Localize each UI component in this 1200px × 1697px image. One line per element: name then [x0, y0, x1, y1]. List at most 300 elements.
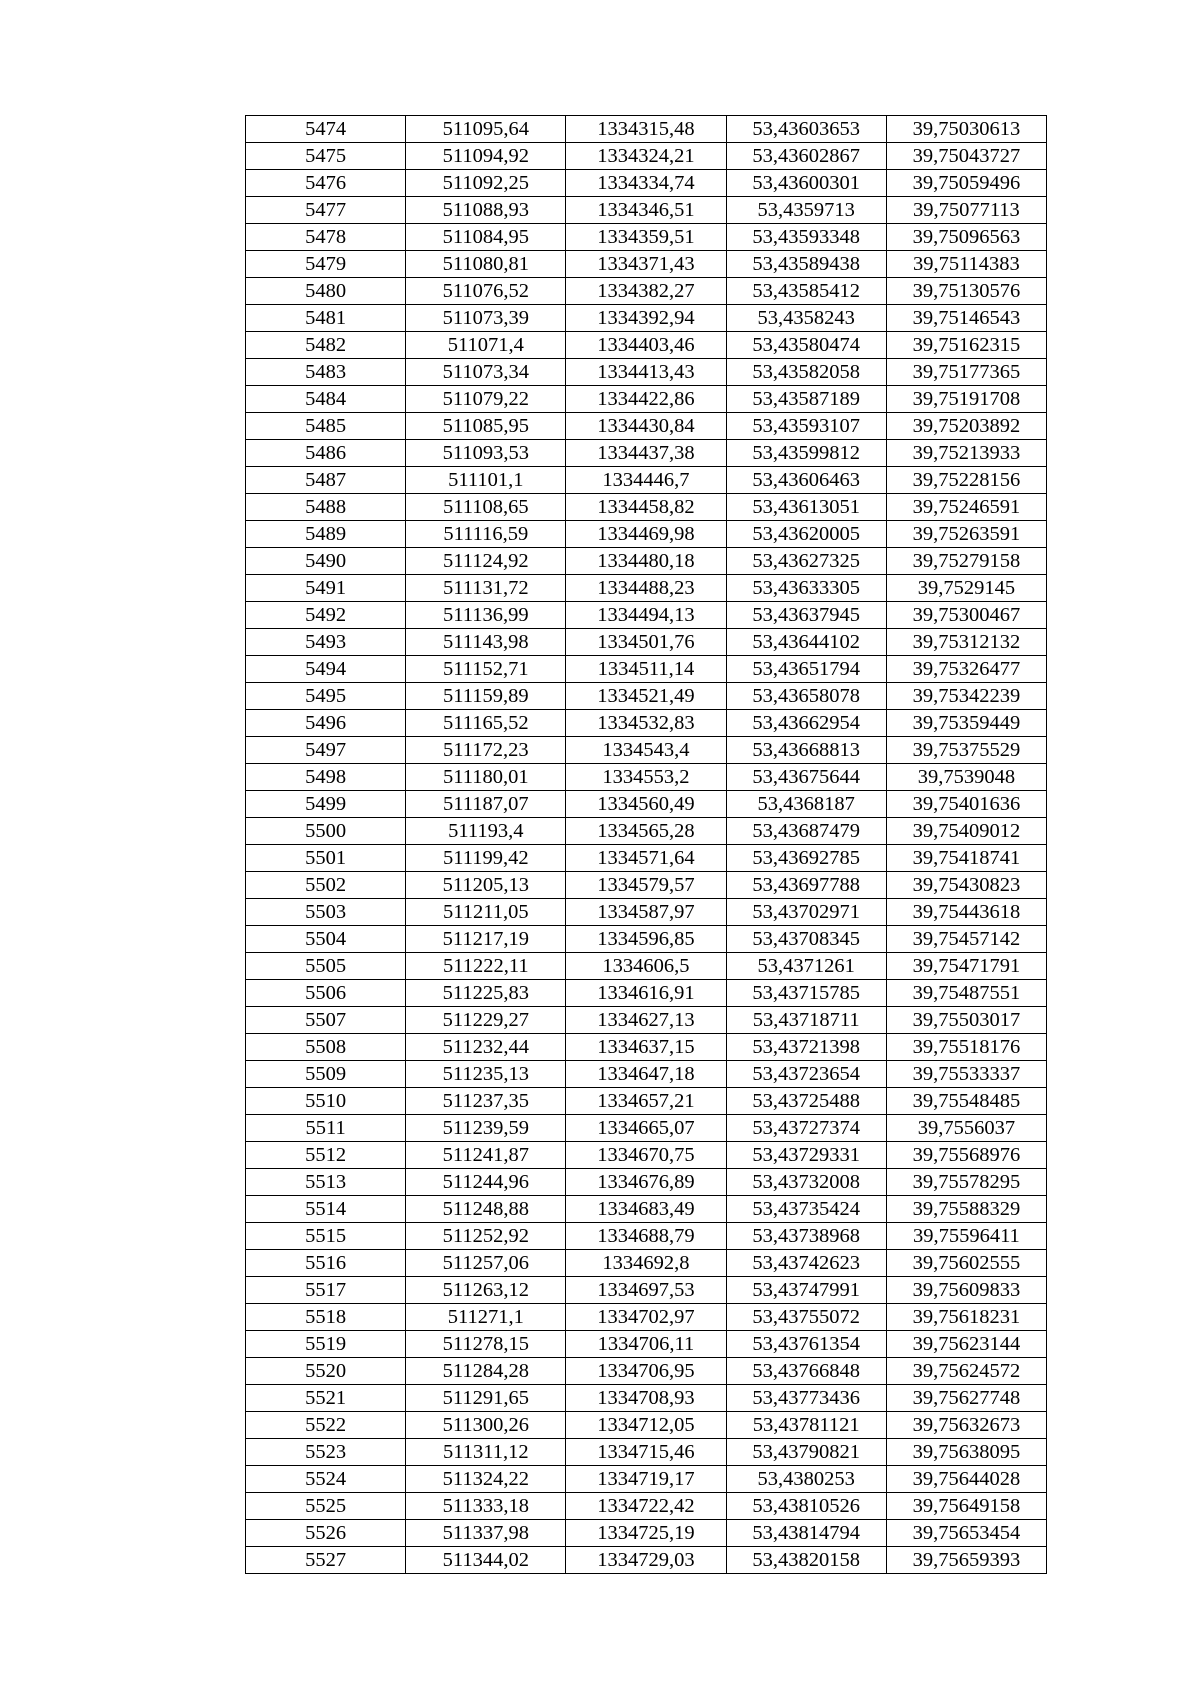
- point-number-cell: 5486: [246, 440, 406, 467]
- table-row: [246, 521, 1047, 548]
- y-coordinate-cell: 1334413,43: [566, 359, 726, 386]
- latitude-cell: 53,43773436: [726, 1385, 886, 1412]
- point-number-cell: 5508: [246, 1034, 406, 1061]
- table-row: [246, 1115, 1047, 1142]
- table-row: [246, 1385, 1047, 1412]
- latitude-cell: 53,43600301: [726, 170, 886, 197]
- latitude-cell: 53,43687479: [726, 818, 886, 845]
- longitude-cell: 39,75609833: [886, 1277, 1046, 1304]
- longitude-cell: 39,75602555: [886, 1250, 1046, 1277]
- point-number-cell: 5480: [246, 278, 406, 305]
- y-coordinate-cell: 1334371,43: [566, 251, 726, 278]
- table-row: [246, 1088, 1047, 1115]
- x-coordinate-cell: 511239,59: [406, 1115, 566, 1142]
- x-coordinate-cell: 511263,12: [406, 1277, 566, 1304]
- point-number-cell: 5512: [246, 1142, 406, 1169]
- y-coordinate-cell: 1334657,21: [566, 1088, 726, 1115]
- table-row: [246, 710, 1047, 737]
- longitude-cell: 39,75114383: [886, 251, 1046, 278]
- longitude-cell: 39,75457142: [886, 926, 1046, 953]
- x-coordinate-cell: 511225,83: [406, 980, 566, 1007]
- table-row: [246, 683, 1047, 710]
- x-coordinate-cell: 511180,01: [406, 764, 566, 791]
- table-row: [246, 1007, 1047, 1034]
- longitude-cell: 39,75146543: [886, 305, 1046, 332]
- table-row: [246, 494, 1047, 521]
- y-coordinate-cell: 1334725,19: [566, 1520, 726, 1547]
- table-row: [246, 953, 1047, 980]
- table-row: [246, 1358, 1047, 1385]
- longitude-cell: 39,75213933: [886, 440, 1046, 467]
- y-coordinate-cell: 1334708,93: [566, 1385, 726, 1412]
- y-coordinate-cell: 1334706,11: [566, 1331, 726, 1358]
- y-coordinate-cell: 1334334,74: [566, 170, 726, 197]
- y-coordinate-cell: 1334324,21: [566, 143, 726, 170]
- point-number-cell: 5498: [246, 764, 406, 791]
- longitude-cell: 39,75312132: [886, 629, 1046, 656]
- table-row: [246, 1142, 1047, 1169]
- x-coordinate-cell: 511237,35: [406, 1088, 566, 1115]
- point-number-cell: 5494: [246, 656, 406, 683]
- y-coordinate-cell: 1334606,5: [566, 953, 726, 980]
- y-coordinate-cell: 1334543,4: [566, 737, 726, 764]
- point-number-cell: 5493: [246, 629, 406, 656]
- latitude-cell: 53,43582058: [726, 359, 886, 386]
- latitude-cell: 53,43668813: [726, 737, 886, 764]
- longitude-cell: 39,75263591: [886, 521, 1046, 548]
- x-coordinate-cell: 511084,95: [406, 224, 566, 251]
- point-number-cell: 5475: [246, 143, 406, 170]
- x-coordinate-cell: 511172,23: [406, 737, 566, 764]
- latitude-cell: 53,43735424: [726, 1196, 886, 1223]
- y-coordinate-cell: 1334627,13: [566, 1007, 726, 1034]
- x-coordinate-cell: 511311,12: [406, 1439, 566, 1466]
- y-coordinate-cell: 1334692,8: [566, 1250, 726, 1277]
- point-number-cell: 5517: [246, 1277, 406, 1304]
- x-coordinate-cell: 511095,64: [406, 116, 566, 143]
- y-coordinate-cell: 1334494,13: [566, 602, 726, 629]
- table-row: [246, 359, 1047, 386]
- point-number-cell: 5523: [246, 1439, 406, 1466]
- table-row: [246, 629, 1047, 656]
- y-coordinate-cell: 1334676,89: [566, 1169, 726, 1196]
- y-coordinate-cell: 1334392,94: [566, 305, 726, 332]
- longitude-cell: 39,75401636: [886, 791, 1046, 818]
- table-row: [246, 1520, 1047, 1547]
- point-number-cell: 5501: [246, 845, 406, 872]
- point-number-cell: 5484: [246, 386, 406, 413]
- table-row: [246, 1169, 1047, 1196]
- latitude-cell: 53,43708345: [726, 926, 886, 953]
- point-number-cell: 5505: [246, 953, 406, 980]
- table-row: [246, 386, 1047, 413]
- point-number-cell: 5500: [246, 818, 406, 845]
- point-number-cell: 5521: [246, 1385, 406, 1412]
- x-coordinate-cell: 511291,65: [406, 1385, 566, 1412]
- y-coordinate-cell: 1334571,64: [566, 845, 726, 872]
- table-row: [246, 413, 1047, 440]
- latitude-cell: 53,4380253: [726, 1466, 886, 1493]
- table-row: [246, 278, 1047, 305]
- table-row: [246, 116, 1047, 143]
- x-coordinate-cell: 511244,96: [406, 1169, 566, 1196]
- longitude-cell: 39,75300467: [886, 602, 1046, 629]
- latitude-cell: 53,43810526: [726, 1493, 886, 1520]
- point-number-cell: 5518: [246, 1304, 406, 1331]
- longitude-cell: 39,7529145: [886, 575, 1046, 602]
- x-coordinate-cell: 511235,13: [406, 1061, 566, 1088]
- table-row: [246, 1493, 1047, 1520]
- latitude-cell: 53,43637945: [726, 602, 886, 629]
- table-row: [246, 818, 1047, 845]
- point-number-cell: 5515: [246, 1223, 406, 1250]
- x-coordinate-cell: 511152,71: [406, 656, 566, 683]
- y-coordinate-cell: 1334437,38: [566, 440, 726, 467]
- latitude-cell: 53,43585412: [726, 278, 886, 305]
- longitude-cell: 39,75644028: [886, 1466, 1046, 1493]
- latitude-cell: 53,43697788: [726, 872, 886, 899]
- table-row: [246, 440, 1047, 467]
- table-row: [246, 1439, 1047, 1466]
- x-coordinate-cell: 511116,59: [406, 521, 566, 548]
- x-coordinate-cell: 511187,07: [406, 791, 566, 818]
- latitude-cell: 53,43580474: [726, 332, 886, 359]
- x-coordinate-cell: 511079,22: [406, 386, 566, 413]
- y-coordinate-cell: 1334579,57: [566, 872, 726, 899]
- longitude-cell: 39,75578295: [886, 1169, 1046, 1196]
- y-coordinate-cell: 1334647,18: [566, 1061, 726, 1088]
- point-number-cell: 5474: [246, 116, 406, 143]
- point-number-cell: 5488: [246, 494, 406, 521]
- table-row: [246, 1250, 1047, 1277]
- point-number-cell: 5496: [246, 710, 406, 737]
- y-coordinate-cell: 1334706,95: [566, 1358, 726, 1385]
- latitude-cell: 53,43620005: [726, 521, 886, 548]
- point-number-cell: 5525: [246, 1493, 406, 1520]
- point-number-cell: 5509: [246, 1061, 406, 1088]
- longitude-cell: 39,75203892: [886, 413, 1046, 440]
- point-number-cell: 5506: [246, 980, 406, 1007]
- point-number-cell: 5522: [246, 1412, 406, 1439]
- y-coordinate-cell: 1334446,7: [566, 467, 726, 494]
- point-number-cell: 5507: [246, 1007, 406, 1034]
- longitude-cell: 39,75627748: [886, 1385, 1046, 1412]
- table-row: [246, 1547, 1047, 1574]
- longitude-cell: 39,75279158: [886, 548, 1046, 575]
- x-coordinate-cell: 511248,88: [406, 1196, 566, 1223]
- x-coordinate-cell: 511131,72: [406, 575, 566, 602]
- x-coordinate-cell: 511071,4: [406, 332, 566, 359]
- x-coordinate-cell: 511278,15: [406, 1331, 566, 1358]
- y-coordinate-cell: 1334719,17: [566, 1466, 726, 1493]
- point-number-cell: 5482: [246, 332, 406, 359]
- table-row: [246, 899, 1047, 926]
- y-coordinate-cell: 1334359,51: [566, 224, 726, 251]
- y-coordinate-cell: 1334430,84: [566, 413, 726, 440]
- x-coordinate-cell: 511088,93: [406, 197, 566, 224]
- latitude-cell: 53,43633305: [726, 575, 886, 602]
- point-number-cell: 5519: [246, 1331, 406, 1358]
- table-row: [246, 656, 1047, 683]
- x-coordinate-cell: 511101,1: [406, 467, 566, 494]
- x-coordinate-cell: 511333,18: [406, 1493, 566, 1520]
- x-coordinate-cell: 511085,95: [406, 413, 566, 440]
- point-number-cell: 5526: [246, 1520, 406, 1547]
- x-coordinate-cell: 511093,53: [406, 440, 566, 467]
- longitude-cell: 39,75375529: [886, 737, 1046, 764]
- y-coordinate-cell: 1334697,53: [566, 1277, 726, 1304]
- point-number-cell: 5479: [246, 251, 406, 278]
- y-coordinate-cell: 1334665,07: [566, 1115, 726, 1142]
- point-number-cell: 5492: [246, 602, 406, 629]
- point-number-cell: 5489: [246, 521, 406, 548]
- point-number-cell: 5483: [246, 359, 406, 386]
- y-coordinate-cell: 1334587,97: [566, 899, 726, 926]
- y-coordinate-cell: 1334480,18: [566, 548, 726, 575]
- latitude-cell: 53,43761354: [726, 1331, 886, 1358]
- longitude-cell: 39,75487551: [886, 980, 1046, 1007]
- longitude-cell: 39,75503017: [886, 1007, 1046, 1034]
- latitude-cell: 53,43589438: [726, 251, 886, 278]
- table-row: [246, 845, 1047, 872]
- longitude-cell: 39,75533337: [886, 1061, 1046, 1088]
- latitude-cell: 53,43725488: [726, 1088, 886, 1115]
- longitude-cell: 39,75418741: [886, 845, 1046, 872]
- y-coordinate-cell: 1334565,28: [566, 818, 726, 845]
- table-row: [246, 602, 1047, 629]
- latitude-cell: 53,43814794: [726, 1520, 886, 1547]
- y-coordinate-cell: 1334729,03: [566, 1547, 726, 1574]
- longitude-cell: 39,75409012: [886, 818, 1046, 845]
- latitude-cell: 53,43781121: [726, 1412, 886, 1439]
- point-number-cell: 5524: [246, 1466, 406, 1493]
- latitude-cell: 53,4359713: [726, 197, 886, 224]
- latitude-cell: 53,43742623: [726, 1250, 886, 1277]
- y-coordinate-cell: 1334560,49: [566, 791, 726, 818]
- x-coordinate-cell: 511073,39: [406, 305, 566, 332]
- longitude-cell: 39,75623144: [886, 1331, 1046, 1358]
- point-number-cell: 5476: [246, 170, 406, 197]
- coordinates-table-body: [246, 116, 1047, 1574]
- latitude-cell: 53,43606463: [726, 467, 886, 494]
- latitude-cell: 53,43738968: [726, 1223, 886, 1250]
- x-coordinate-cell: 511324,22: [406, 1466, 566, 1493]
- point-number-cell: 5490: [246, 548, 406, 575]
- longitude-cell: 39,75096563: [886, 224, 1046, 251]
- latitude-cell: 53,43732008: [726, 1169, 886, 1196]
- table-row: [246, 224, 1047, 251]
- y-coordinate-cell: 1334722,42: [566, 1493, 726, 1520]
- longitude-cell: 39,75659393: [886, 1547, 1046, 1574]
- y-coordinate-cell: 1334346,51: [566, 197, 726, 224]
- longitude-cell: 39,75649158: [886, 1493, 1046, 1520]
- latitude-cell: 53,43599812: [726, 440, 886, 467]
- x-coordinate-cell: 511094,92: [406, 143, 566, 170]
- x-coordinate-cell: 511193,4: [406, 818, 566, 845]
- table-row: [246, 332, 1047, 359]
- x-coordinate-cell: 511092,25: [406, 170, 566, 197]
- longitude-cell: 39,75130576: [886, 278, 1046, 305]
- longitude-cell: 39,75191708: [886, 386, 1046, 413]
- longitude-cell: 39,75638095: [886, 1439, 1046, 1466]
- latitude-cell: 53,43715785: [726, 980, 886, 1007]
- y-coordinate-cell: 1334670,75: [566, 1142, 726, 1169]
- y-coordinate-cell: 1334403,46: [566, 332, 726, 359]
- x-coordinate-cell: 511080,81: [406, 251, 566, 278]
- latitude-cell: 53,43662954: [726, 710, 886, 737]
- longitude-cell: 39,75632673: [886, 1412, 1046, 1439]
- table-row: [246, 980, 1047, 1007]
- table-row: [246, 1304, 1047, 1331]
- longitude-cell: 39,75162315: [886, 332, 1046, 359]
- x-coordinate-cell: 511300,26: [406, 1412, 566, 1439]
- x-coordinate-cell: 511211,05: [406, 899, 566, 926]
- x-coordinate-cell: 511165,52: [406, 710, 566, 737]
- x-coordinate-cell: 511232,44: [406, 1034, 566, 1061]
- latitude-cell: 53,4368187: [726, 791, 886, 818]
- longitude-cell: 39,75326477: [886, 656, 1046, 683]
- point-number-cell: 5477: [246, 197, 406, 224]
- latitude-cell: 53,43755072: [726, 1304, 886, 1331]
- table-row: [246, 1196, 1047, 1223]
- latitude-cell: 53,43820158: [726, 1547, 886, 1574]
- longitude-cell: 39,75030613: [886, 116, 1046, 143]
- longitude-cell: 39,75618231: [886, 1304, 1046, 1331]
- y-coordinate-cell: 1334637,15: [566, 1034, 726, 1061]
- point-number-cell: 5503: [246, 899, 406, 926]
- table-row: [246, 1412, 1047, 1439]
- latitude-cell: 53,43729331: [726, 1142, 886, 1169]
- table-row: [246, 1034, 1047, 1061]
- latitude-cell: 53,43727374: [726, 1115, 886, 1142]
- table-row: [246, 1277, 1047, 1304]
- latitude-cell: 53,43613051: [726, 494, 886, 521]
- longitude-cell: 39,75518176: [886, 1034, 1046, 1061]
- table-row: [246, 737, 1047, 764]
- y-coordinate-cell: 1334532,83: [566, 710, 726, 737]
- latitude-cell: 53,43747991: [726, 1277, 886, 1304]
- longitude-cell: 39,75077113: [886, 197, 1046, 224]
- table-row: [246, 1061, 1047, 1088]
- x-coordinate-cell: 511108,65: [406, 494, 566, 521]
- x-coordinate-cell: 511257,06: [406, 1250, 566, 1277]
- latitude-cell: 53,43723654: [726, 1061, 886, 1088]
- y-coordinate-cell: 1334553,2: [566, 764, 726, 791]
- latitude-cell: 53,43658078: [726, 683, 886, 710]
- longitude-cell: 39,75342239: [886, 683, 1046, 710]
- latitude-cell: 53,43702971: [726, 899, 886, 926]
- latitude-cell: 53,43602867: [726, 143, 886, 170]
- x-coordinate-cell: 511229,27: [406, 1007, 566, 1034]
- point-number-cell: 5495: [246, 683, 406, 710]
- y-coordinate-cell: 1334596,85: [566, 926, 726, 953]
- y-coordinate-cell: 1334715,46: [566, 1439, 726, 1466]
- y-coordinate-cell: 1334488,23: [566, 575, 726, 602]
- latitude-cell: 53,43644102: [726, 629, 886, 656]
- point-number-cell: 5485: [246, 413, 406, 440]
- latitude-cell: 53,4371261: [726, 953, 886, 980]
- point-number-cell: 5497: [246, 737, 406, 764]
- longitude-cell: 39,75653454: [886, 1520, 1046, 1547]
- point-number-cell: 5487: [246, 467, 406, 494]
- x-coordinate-cell: 511143,98: [406, 629, 566, 656]
- y-coordinate-cell: 1334511,14: [566, 656, 726, 683]
- table-row: [246, 926, 1047, 953]
- latitude-cell: 53,43651794: [726, 656, 886, 683]
- point-number-cell: 5499: [246, 791, 406, 818]
- x-coordinate-cell: 511217,19: [406, 926, 566, 953]
- latitude-cell: 53,43675644: [726, 764, 886, 791]
- table-row: [246, 251, 1047, 278]
- point-number-cell: 5478: [246, 224, 406, 251]
- coordinates-table: [245, 115, 1047, 1574]
- longitude-cell: 39,75359449: [886, 710, 1046, 737]
- table-row: [246, 791, 1047, 818]
- latitude-cell: 53,43721398: [726, 1034, 886, 1061]
- longitude-cell: 39,7539048: [886, 764, 1046, 791]
- latitude-cell: 53,43627325: [726, 548, 886, 575]
- longitude-cell: 39,75043727: [886, 143, 1046, 170]
- y-coordinate-cell: 1334315,48: [566, 116, 726, 143]
- x-coordinate-cell: 511241,87: [406, 1142, 566, 1169]
- point-number-cell: 5510: [246, 1088, 406, 1115]
- y-coordinate-cell: 1334422,86: [566, 386, 726, 413]
- point-number-cell: 5527: [246, 1547, 406, 1574]
- latitude-cell: 53,43718711: [726, 1007, 886, 1034]
- longitude-cell: 39,75596411: [886, 1223, 1046, 1250]
- longitude-cell: 39,75430823: [886, 872, 1046, 899]
- y-coordinate-cell: 1334469,98: [566, 521, 726, 548]
- y-coordinate-cell: 1334712,05: [566, 1412, 726, 1439]
- x-coordinate-cell: 511076,52: [406, 278, 566, 305]
- x-coordinate-cell: 511205,13: [406, 872, 566, 899]
- point-number-cell: 5516: [246, 1250, 406, 1277]
- point-number-cell: 5520: [246, 1358, 406, 1385]
- x-coordinate-cell: 511222,11: [406, 953, 566, 980]
- x-coordinate-cell: 511252,92: [406, 1223, 566, 1250]
- latitude-cell: 53,43766848: [726, 1358, 886, 1385]
- table-row: [246, 1331, 1047, 1358]
- y-coordinate-cell: 1334688,79: [566, 1223, 726, 1250]
- longitude-cell: 39,75246591: [886, 494, 1046, 521]
- table-row: [246, 764, 1047, 791]
- y-coordinate-cell: 1334702,97: [566, 1304, 726, 1331]
- latitude-cell: 53,43593348: [726, 224, 886, 251]
- table-row: [246, 872, 1047, 899]
- y-coordinate-cell: 1334616,91: [566, 980, 726, 1007]
- latitude-cell: 53,43692785: [726, 845, 886, 872]
- longitude-cell: 39,75568976: [886, 1142, 1046, 1169]
- y-coordinate-cell: 1334521,49: [566, 683, 726, 710]
- longitude-cell: 39,75228156: [886, 467, 1046, 494]
- longitude-cell: 39,75548485: [886, 1088, 1046, 1115]
- point-number-cell: 5513: [246, 1169, 406, 1196]
- x-coordinate-cell: 511073,34: [406, 359, 566, 386]
- x-coordinate-cell: 511284,28: [406, 1358, 566, 1385]
- x-coordinate-cell: 511136,99: [406, 602, 566, 629]
- y-coordinate-cell: 1334501,76: [566, 629, 726, 656]
- y-coordinate-cell: 1334683,49: [566, 1196, 726, 1223]
- x-coordinate-cell: 511199,42: [406, 845, 566, 872]
- table-row: [246, 1466, 1047, 1493]
- table-row: [246, 575, 1047, 602]
- point-number-cell: 5491: [246, 575, 406, 602]
- latitude-cell: 53,43587189: [726, 386, 886, 413]
- point-number-cell: 5514: [246, 1196, 406, 1223]
- point-number-cell: 5511: [246, 1115, 406, 1142]
- table-row: [246, 467, 1047, 494]
- y-coordinate-cell: 1334382,27: [566, 278, 726, 305]
